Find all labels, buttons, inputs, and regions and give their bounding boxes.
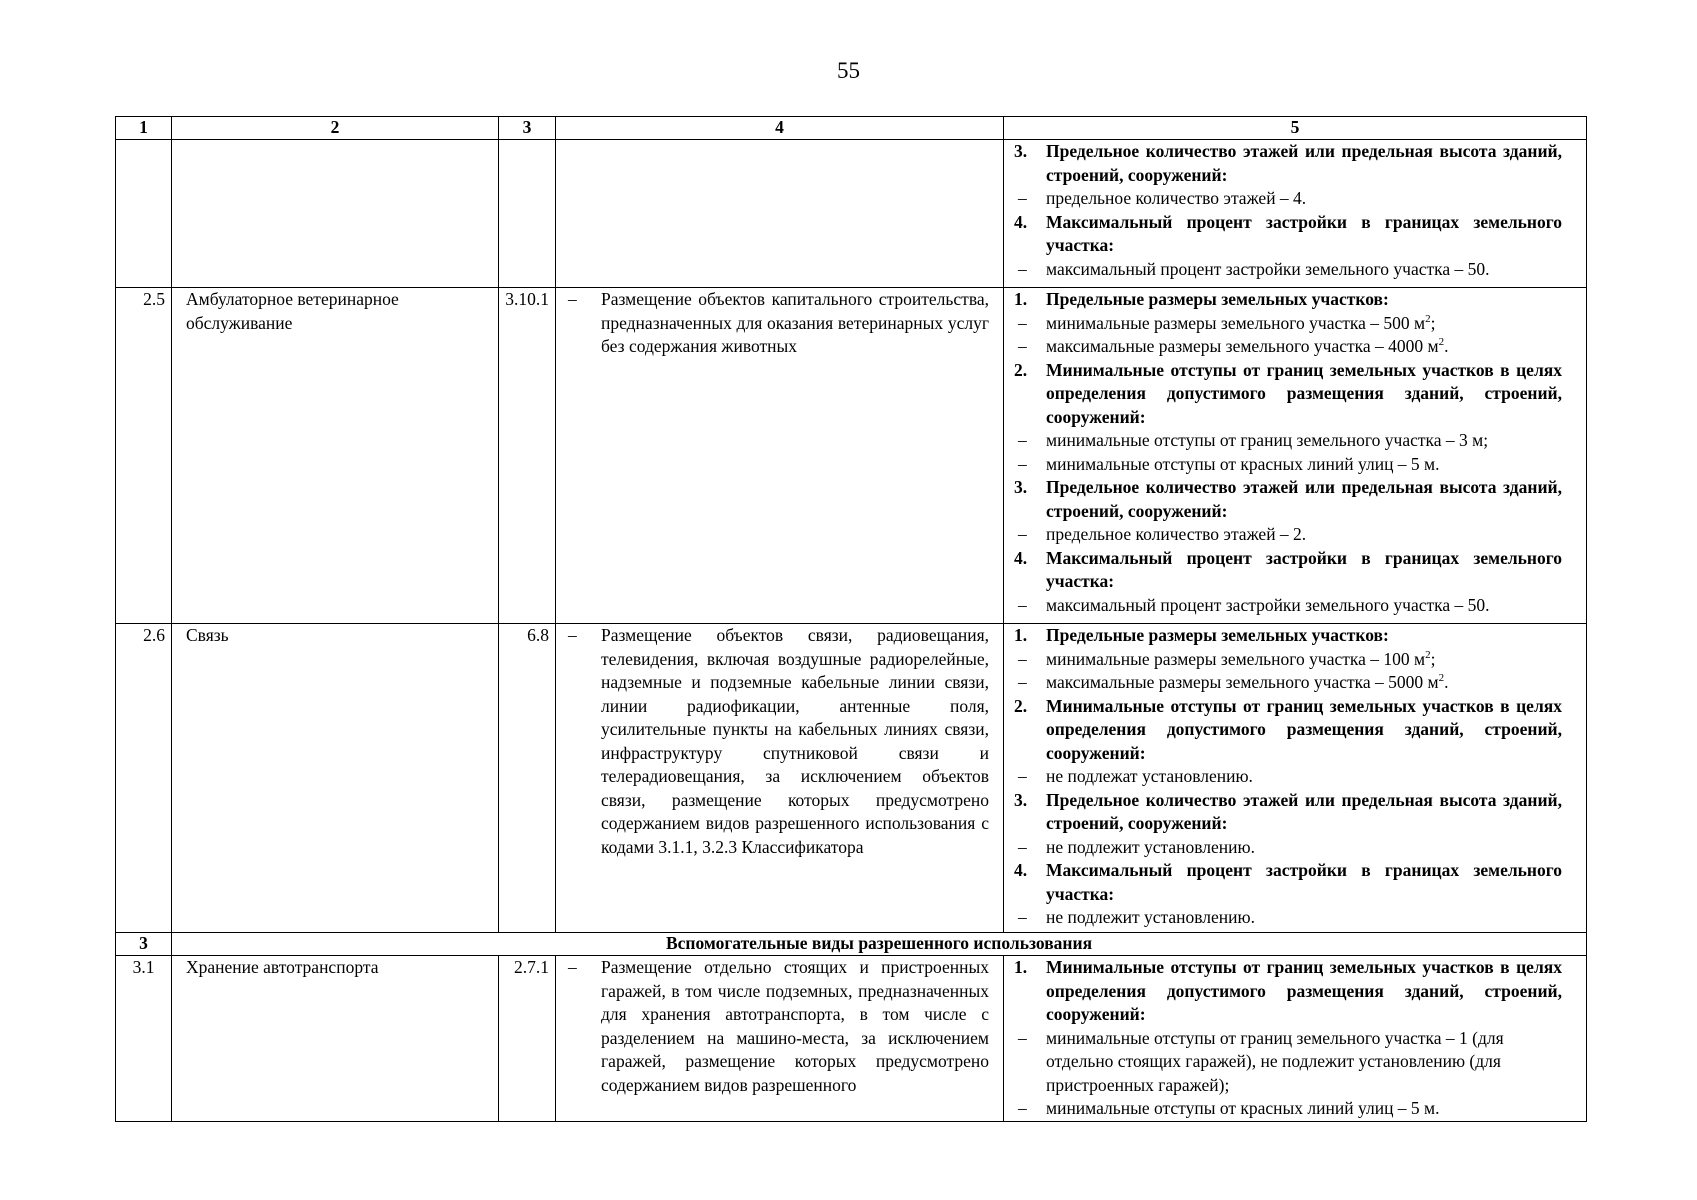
parameter-number: 3. [1014,477,1028,497]
table-row [116,140,1587,288]
description-text: Размещение объектов капитального строительства, предназначенных для оказания ветеринарных услуг без содержания животных [601,289,989,356]
parameter-item [1014,1097,1562,1121]
parameter-number: 1. [1014,957,1028,977]
parameter-value: не подлежат установлению. [1046,766,1253,786]
dash-marker: – [1018,672,1027,692]
parameter-item [1014,453,1562,477]
use-type-code: 2.7.1 [499,956,556,1122]
parameter-item [1014,1027,1562,1098]
dash-marker: – [1018,312,1027,333]
parameter-number: 2. [1014,695,1028,716]
parameter-value: предельное количество этажей – 4. [1046,188,1307,208]
parameter-heading [1014,956,1562,1027]
dash-marker: – [1018,453,1027,474]
parameter-heading-text: Максимальный процент застройки в границах земельного участка: [1046,547,1562,591]
parameter-value: максимальные размеры земельного участка – 5000 м [1046,672,1439,692]
parameter-item-text [1046,523,1562,547]
parameter-item-text [1046,187,1562,211]
parameters-cell [1004,140,1587,288]
parameter-item-text [1046,335,1562,359]
parameter-value: предельное количество этажей – 2. [1046,524,1307,544]
parameters-list [1004,956,1586,1121]
use-type-description [556,624,1004,933]
row-number [116,140,172,288]
parameter-heading [1014,140,1562,187]
description-text: Размещение отдельно стоящих и пристроенных гаражей, в том числе подземных, предназначенных для хранения автотранспорта, в том числе с разделением на машино-места, за исключением гаражей, размещение которых предусмотрено содержанием видов разрешенного [601,957,989,1095]
parameter-item [1014,429,1562,453]
parameter-item-text [1046,1027,1562,1098]
regulations-table [115,116,1587,1122]
punctuation: ; [1430,648,1436,669]
superscript: 2 [1438,672,1445,685]
parameter-item [1014,335,1562,359]
table-row [116,624,1587,933]
parameter-value: минимальные отступы от красных линий улиц – 5 м. [1046,453,1440,474]
header-cell: 1 [116,117,172,140]
parameter-item [1014,765,1562,789]
parameter-value: минимальные размеры земельного участка – 500 м [1046,312,1426,333]
superscript: 2 [1438,336,1445,349]
use-type-name: Связь [172,624,499,933]
parameter-number: 2. [1014,359,1028,380]
parameter-heading-text: Предельные размеры земельных участков: [1046,289,1389,309]
parameter-value: максимальные размеры земельного участка – 4000 м [1046,336,1439,356]
parameter-heading [1014,359,1562,430]
parameter-item [1014,906,1562,930]
parameter-heading [1014,476,1562,523]
parameter-item-text [1046,836,1562,860]
table-header-row [116,117,1587,140]
use-type-name [172,140,499,288]
dash-marker: – [1018,430,1027,450]
parameter-item [1014,594,1562,618]
parameter-heading-text: Максимальный процент застройки в границах земельного участка: [1046,860,1562,904]
parameter-heading [1014,288,1562,312]
parameter-heading [1014,789,1562,836]
parameter-heading-text: Минимальные отступы от границ земельных участков в целях определения допустимого размещения зданий, строений, сооружений: [1046,359,1562,427]
parameter-heading-text: Минимальные отступы от границ земельных участков в целях определения допустимого размещения зданий, строений, сооружений: [1046,695,1562,763]
page-number: 55 [837,58,860,83]
parameter-item [1014,648,1562,672]
parameter-item-text [1046,258,1562,282]
parameter-heading-text: Предельное количество этажей или предельная высота зданий, строений, сооружений: [1046,789,1562,833]
use-type-name: Хранение автотранспорта [172,956,499,1122]
parameter-item-text [1046,648,1562,672]
dash-marker: – [1018,336,1027,356]
parameter-number: 4. [1014,211,1028,232]
row-number: 2.5 [116,288,172,624]
row-number: 3.1 [116,956,172,1122]
punctuation: . [1444,672,1449,692]
use-type-code [499,140,556,288]
parameters-cell [1004,956,1587,1122]
parameter-heading [1014,624,1562,648]
punctuation: ; [1430,312,1436,333]
table-row [116,288,1587,624]
dash-marker: – [1018,907,1027,927]
use-type-description [556,140,1004,288]
dash-marker: – [1018,188,1027,208]
parameter-value: минимальные отступы от границ земельного участка – 1 (для отдельно стоящих гаражей), не подлежит установлению (для пристроенных гаражей); [1046,1027,1504,1095]
header-cell: 3 [499,117,556,140]
parameter-item-text [1046,312,1562,336]
parameter-item [1014,836,1562,860]
parameter-heading [1014,211,1562,258]
parameter-heading-text: Минимальные отступы от границ земельных участков в целях определения допустимого размещения зданий, строений, сооружений: [1046,957,1562,1024]
parameters-list [1004,288,1586,617]
description-text: Размещение объектов связи, радиовещания, телевидения, включая воздушные радиорелейные, надземные и подземные кабельные линии связи, линии радиофикации, антенные поля, усилительные пункты на кабельных линиях связи, инфраструктуру спутниковой связи и телерадиовещания, за исключением объектов связи, размещение которых предусмотрено содержанием видов разрешенного использования с кодами 3.1.1, 3.2.3 Классификатора [601,625,989,857]
dash-marker: – [1018,766,1027,786]
parameter-item [1014,258,1562,282]
dash-marker: – [1018,258,1027,279]
parameter-item [1014,312,1562,336]
dash-marker: – [1018,836,1027,857]
parameter-value: не подлежит установлению. [1046,907,1255,927]
parameter-value: минимальные размеры земельного участка – 100 м [1046,648,1426,669]
dash-marker: – [568,625,577,645]
parameter-item-text [1046,671,1562,695]
punctuation: . [1444,336,1449,356]
parameter-value: не подлежит установлению. [1046,836,1255,857]
parameter-item [1014,187,1562,211]
parameter-number: 4. [1014,860,1028,880]
dash-marker: – [1018,524,1027,544]
parameters-cell [1004,624,1587,933]
parameter-number: 1. [1014,289,1028,309]
dash-marker: – [568,957,577,977]
parameter-heading [1014,547,1562,594]
parameter-value: минимальные отступы от границ земельного участка – 3 м; [1046,430,1489,450]
parameter-value: максимальный процент застройки земельного участка – 50. [1046,258,1490,279]
parameters-list [1004,140,1586,281]
parameter-heading-text: Предельное количество этажей или предельная высота зданий, строений, сооружений: [1046,477,1562,521]
parameter-value: максимальный процент застройки земельного участка – 50. [1046,594,1490,615]
use-type-name: Амбулаторное ветеринарное обслуживание [172,288,499,624]
header-cell: 2 [172,117,499,140]
superscript: 2 [1425,648,1431,661]
parameter-heading [1014,695,1562,766]
parameter-item-text [1046,1097,1562,1121]
parameter-item-text [1046,765,1562,789]
parameter-item-text [1046,594,1562,618]
parameter-item [1014,671,1562,695]
dash-marker: – [1018,594,1027,615]
parameter-value: минимальные отступы от красных линий улиц – 5 м. [1046,1098,1440,1118]
section-title: Вспомогательные виды разрешенного использования [172,933,1587,956]
parameter-item-text [1046,906,1562,930]
parameter-heading [1014,859,1562,906]
parameter-number: 3. [1014,789,1028,810]
parameter-number: 4. [1014,547,1028,568]
header-cell: 5 [1004,117,1587,140]
use-type-code: 6.8 [499,624,556,933]
superscript: 2 [1425,312,1431,325]
parameter-number: 3. [1014,141,1028,161]
parameter-number: 1. [1014,625,1028,645]
parameters-cell [1004,288,1587,624]
parameter-heading-text: Максимальный процент застройки в границах земельного участка: [1046,211,1562,255]
dash-marker: – [568,289,577,309]
table-row [116,956,1587,1122]
parameter-item [1014,523,1562,547]
parameter-heading-text: Предельные размеры земельных участков: [1046,625,1389,645]
use-type-description [556,956,1004,1122]
dash-marker: – [1018,1098,1027,1118]
parameters-list [1004,624,1586,930]
dash-marker: – [1018,648,1027,669]
header-cell: 4 [556,117,1004,140]
parameter-item-text [1046,453,1562,477]
row-number: 2.6 [116,624,172,933]
section-row [116,933,1587,956]
dash-marker: – [1018,1027,1027,1048]
section-number: 3 [116,933,172,956]
parameter-item-text [1046,429,1562,453]
use-type-description [556,288,1004,624]
use-type-code: 3.10.1 [499,288,556,624]
parameter-heading-text: Предельное количество этажей или предельная высота зданий, строений, сооружений: [1046,141,1562,185]
